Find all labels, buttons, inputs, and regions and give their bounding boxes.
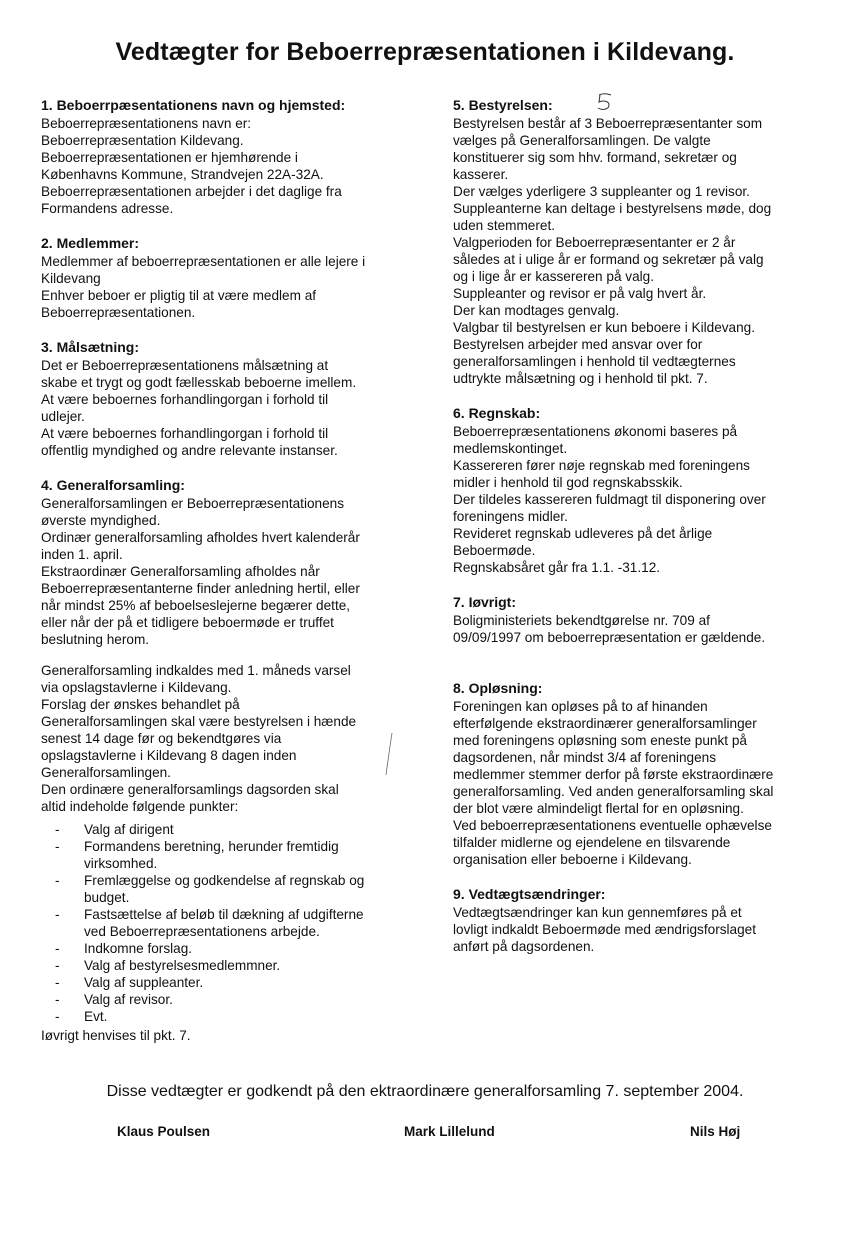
section-paragraph: Medlemmer af beboerrepræsentationen er alle lejere i Kildevang Enhver beboer er pligtig til at være medlem af Beboerrepræsentationen.: [41, 254, 366, 320]
section-paragraph: Generalforsamling indkaldes med 1. måneds varsel via opslagstavlerne i Kildevang. Forslag der ønskes behandlet på Generalforsamlingen skal være bestyrelsen i hænde senest 14 dage før og bekendtgøres via opslagstavlerne i Kildevang 8 dagen inden Generalforsamlingen. Den ordinære generalforsamlings dagsorden skal altid indeholde følgende punkter:: [41, 663, 357, 814]
handwritten-mark-icon: [594, 92, 616, 112]
list-item: - Valg af dirigent: [41, 821, 413, 838]
section: [453, 405, 803, 576]
section: [453, 886, 803, 955]
approval-statement: Disse vedtægter er godkendt på den ektraordinære generalforsamling 7. september 2004.: [106, 1083, 744, 1100]
section-paragraph: Generalforsamlingen er Beboerrepræsentationens øverste myndighed. Ordinær generalforsamling afholdes hvert kalenderår inden 1. april. Ekstraordinær Generalforsamling afholdes når Beboerrepræsentanterne finder anledning hertil, eller når mindst 25% af beboelseslejerne begærer dette, eller når der på et tidligere beboermøde er truffet beslutning herom.: [41, 496, 360, 647]
section: [41, 339, 413, 459]
section-heading: 8. Opløsning:: [453, 680, 543, 696]
section: [453, 97, 803, 387]
list-item: - Formandens beretning, herunder fremtidig virksomhed.: [41, 838, 413, 872]
section-paragraph: Beboerrepræsentationens navn er: Beboerrepræsentation Kildevang. Beboerrepræsentationen er hjemhørende i Københavns Kommune, Strandvejen 22A-32A. Beboerrepræsentationen arbejder i det daglige fra Formandens adresse.: [41, 116, 342, 216]
section-heading: 2. Medlemmer:: [41, 235, 140, 251]
section-heading: 5. Bestyrelsen:: [453, 97, 553, 113]
section-paragraph: Foreningen kan opløses på to af hinanden efterfølgende ekstraordinærer generalforsamlinger med foreningens opløsning som eneste punkt på dagsordenen, når mindst 3/4 af foreningens medlemmer stemmer derfor på første ekstraordinære generalforsamling. Ved anden generalforsamling skal der blot være almindeligt flertal for en opløsning. Ved beboerrepræsentationens eventuelle ophævelse tilfalder midlerne og ejendelene en tilsvarende organisation eller beboerne i Kildevang.: [453, 699, 774, 867]
signatory-2: Mark Lillelund: [404, 1124, 495, 1139]
section: [453, 680, 803, 868]
section-paragraph: Boligministeriets bekendtgørelse nr. 709 af 09/09/1997 om beboerrepræsentation er gældende.: [453, 613, 766, 645]
left-column: [41, 97, 413, 1062]
list-item: - Indkomne forslag.: [41, 940, 413, 957]
section-heading: 7. Iøvrigt:: [453, 594, 517, 610]
agenda-list: [41, 821, 413, 1025]
section-heading: 1. Beboerrpæsentationens navn og hjemsted:: [41, 97, 346, 113]
signatory-1: Klaus Poulsen: [117, 1124, 211, 1139]
list-item: - Fastsættelse af beløb til dækning af udgifterne ved Beboerrepræsentationens arbejde.: [41, 906, 413, 940]
section-heading: 4. Generalforsamling:: [41, 477, 185, 493]
page-title: Vedtægter for Beboerrepræsentationen i Kildevang.: [115, 38, 735, 66]
list-item: - Evt.: [41, 1008, 413, 1025]
section: [41, 97, 413, 217]
section-heading: 3. Målsætning:: [41, 339, 140, 355]
section: [41, 477, 413, 1044]
section: [453, 594, 803, 646]
section-paragraph: Det er Beboerrepræsentationens målsætning at skabe et trygt og godt fællesskab beboerne imellem. At være beboernes forhandlingorgan i forhold til udlejer. At være beboernes forhandlingorgan i forhold til offentlig myndighed og andre relevante instanser.: [41, 358, 357, 458]
section-paragraph: Beboerrepræsentationens økonomi baseres på medlemskontinget. Kassereren fører nøje regnskab med foreningens midler i henhold til god regnskabsskik. Der tildeles kassereren fuldmagt til disponering over foreningens midler. Revideret regnskab udleveres på det årlige Beboermøde. Regnskabsåret går fra 1.1. -31.12.: [453, 424, 766, 575]
section: [41, 235, 413, 321]
right-column: [453, 97, 803, 973]
section-heading: 6. Regnskab:: [453, 405, 541, 421]
list-item: - Valg af suppleanter.: [41, 974, 413, 991]
signatory-3: Nils Høj: [690, 1124, 741, 1139]
section-heading: 9. Vedtægtsændringer:: [453, 886, 606, 902]
pen-stroke-icon: [384, 732, 394, 776]
section-paragraph: Bestyrelsen består af 3 Beboerrepræsentanter som vælges på Generalforsamlingen. De valgte konstituerer sig som hhv. formand, sekretær og kasserer. Der vælges yderligere 3 suppleanter og 1 revisor. Suppleanterne kan deltage i bestyrelsens møde, dog uden stemmeret. Valgperioden for Beboerrepræsentanter er 2 år således at i ulige år er formand og sekretær på valg og i lige år er kassereren på valg. Suppleanter og revisor er på valg hvert år. Der kan modtages genvalg. Valgbar til bestyrelsen er kun beboere i Kildevang. Bestyrelsen arbejder med ansvar over for generalforsamlingen i henhold til vedtægternes udtrykte målsætning og i henhold til pkt. 7.: [453, 116, 772, 386]
section-paragraph: Vedtægtsændringer kan kun gennemføres på et lovligt indkaldt Beboermøde med ændrigsforslaget anført på dagsordenen.: [453, 905, 756, 954]
section-note: Iøvrigt henvises til pkt. 7.: [41, 1028, 191, 1043]
list-item: - Valg af revisor.: [41, 991, 413, 1008]
list-item: - Fremlæggelse og godkendelse af regnskab og budget.: [41, 872, 413, 906]
list-item: - Valg af bestyrelsesmedlemmner.: [41, 957, 413, 974]
